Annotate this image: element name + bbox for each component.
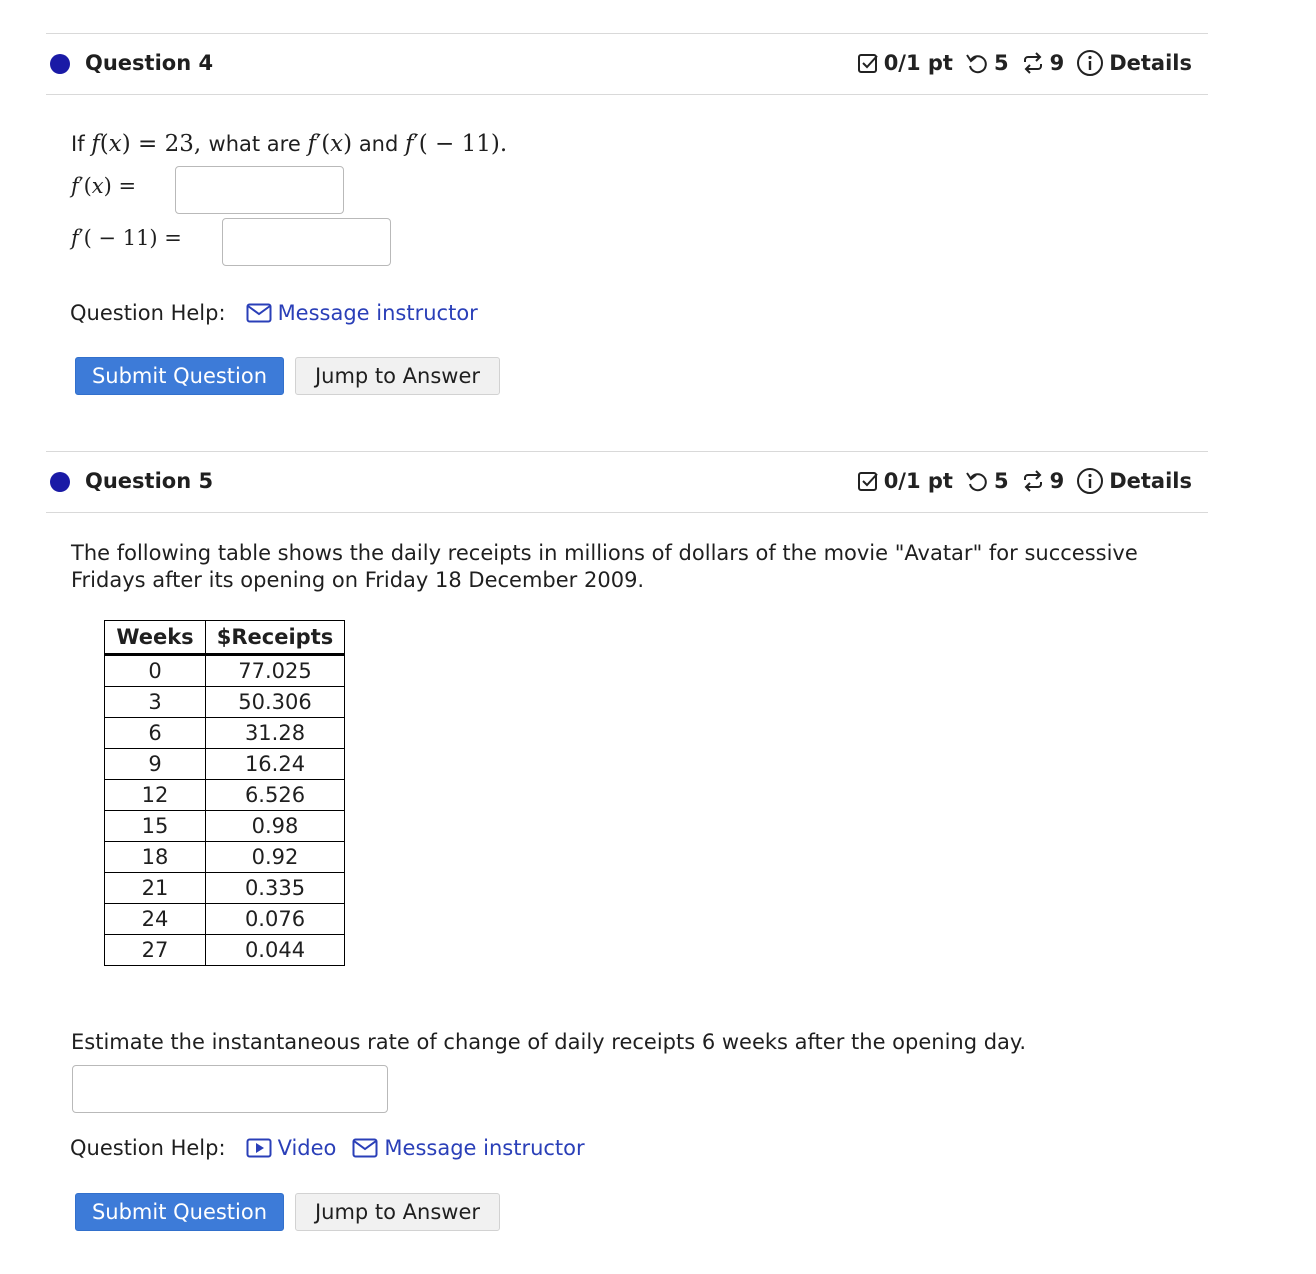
video-link[interactable]: Video <box>246 1136 337 1160</box>
question-title: Question 4 <box>85 51 214 75</box>
answer-2-label: f′( − 11) = <box>71 226 182 250</box>
jump-to-answer-button[interactable]: Jump to Answer <box>295 1193 500 1231</box>
weeks-cell: 12 <box>105 780 206 811</box>
table-row <box>105 655 345 687</box>
receipts-cell: 0.335 <box>206 873 345 904</box>
table-row <box>105 904 345 935</box>
details-label: Details <box>1109 51 1192 75</box>
table-row <box>105 718 345 749</box>
weeks-cell: 24 <box>105 904 206 935</box>
rate-of-change-input[interactable] <box>72 1065 388 1113</box>
question-5 <box>46 451 1208 513</box>
question-help <box>70 301 478 325</box>
table-row <box>105 749 345 780</box>
weeks-cell: 0 <box>105 655 206 687</box>
question-help <box>70 1136 585 1160</box>
weeks-cell: 21 <box>105 873 206 904</box>
table-header-row <box>105 621 345 655</box>
table-row <box>105 935 345 966</box>
receipts-cell: 0.98 <box>206 811 345 842</box>
question-meta <box>857 467 1192 495</box>
weeks-cell: 3 <box>105 687 206 718</box>
score-text: 0/1 pt <box>883 469 953 493</box>
question-status-dot <box>50 54 70 74</box>
answer-1-label: f′(x) = <box>71 174 137 198</box>
repeat-icon <box>1021 52 1045 74</box>
score <box>857 51 953 75</box>
attempts-count: 9 <box>1049 469 1065 493</box>
message-instructor-link[interactable]: Message instructor <box>246 301 478 325</box>
details-label: Details <box>1109 469 1192 493</box>
receipts-cell: 0.92 <box>206 842 345 873</box>
question-5-estimate-prompt: Estimate the instantaneous rate of change of daily receipts 6 weeks after the opening day. <box>71 1030 1027 1054</box>
weeks-cell: 27 <box>105 935 206 966</box>
question-4-header <box>46 33 1208 95</box>
info-icon <box>1076 467 1104 495</box>
table-row <box>105 873 345 904</box>
answer-2-input[interactable] <box>222 218 391 266</box>
checkbox-icon <box>857 52 879 74</box>
weeks-cell: 18 <box>105 842 206 873</box>
retries-count: 5 <box>993 469 1009 493</box>
score <box>857 469 953 493</box>
receipts-cell: 31.28 <box>206 718 345 749</box>
table-row <box>105 687 345 718</box>
retries <box>965 51 1009 75</box>
question-5-header <box>46 451 1208 513</box>
question-status-dot <box>50 472 70 492</box>
weeks-cell: 15 <box>105 811 206 842</box>
header-receipts: $Receipts <box>206 621 345 655</box>
details-button[interactable] <box>1076 49 1192 77</box>
receipts-cell: 50.306 <box>206 687 345 718</box>
receipts-cell: 77.025 <box>206 655 345 687</box>
table-row <box>105 842 345 873</box>
question-meta <box>857 49 1192 77</box>
question-4-prompt: If f(x) = 23, what are f′(x) and f′( − 11). <box>71 131 508 157</box>
score-text: 0/1 pt <box>883 51 953 75</box>
envelope-icon <box>246 303 272 323</box>
attempts <box>1021 469 1065 493</box>
jump-to-answer-button[interactable]: Jump to Answer <box>295 357 500 395</box>
play-video-icon <box>246 1138 272 1158</box>
header-weeks: Weeks <box>105 621 206 655</box>
question-help-label: Question Help: <box>70 1136 226 1160</box>
details-button[interactable] <box>1076 467 1192 495</box>
receipts-cell: 0.044 <box>206 935 345 966</box>
answer-1-input[interactable] <box>175 166 344 214</box>
message-instructor-link[interactable]: Message instructor <box>352 1136 584 1160</box>
question-5-intro-line-2: Fridays after its opening on Friday 18 December 2009. <box>71 568 645 592</box>
submit-question-button[interactable]: Submit Question <box>75 1193 284 1231</box>
checkbox-icon <box>857 470 879 492</box>
submit-question-button[interactable]: Submit Question <box>75 357 284 395</box>
undo-icon <box>965 52 989 74</box>
question-title: Question 5 <box>85 469 214 493</box>
info-icon <box>1076 49 1104 77</box>
table-row <box>105 811 345 842</box>
weeks-cell: 6 <box>105 718 206 749</box>
weeks-cell: 9 <box>105 749 206 780</box>
attempts <box>1021 51 1065 75</box>
retries-count: 5 <box>993 51 1009 75</box>
undo-icon <box>965 470 989 492</box>
receipts-cell: 16.24 <box>206 749 345 780</box>
retries <box>965 469 1009 493</box>
question-help-label: Question Help: <box>70 301 226 325</box>
table-row <box>105 780 345 811</box>
envelope-icon <box>352 1138 378 1158</box>
receipts-cell: 0.076 <box>206 904 345 935</box>
question-5-intro-line-1: The following table shows the daily receipts in millions of dollars of the movie "Avatar" for successive <box>71 541 1138 565</box>
receipts-cell: 6.526 <box>206 780 345 811</box>
attempts-count: 9 <box>1049 51 1065 75</box>
receipts-table <box>104 620 345 966</box>
repeat-icon <box>1021 470 1045 492</box>
question-4 <box>46 33 1208 95</box>
